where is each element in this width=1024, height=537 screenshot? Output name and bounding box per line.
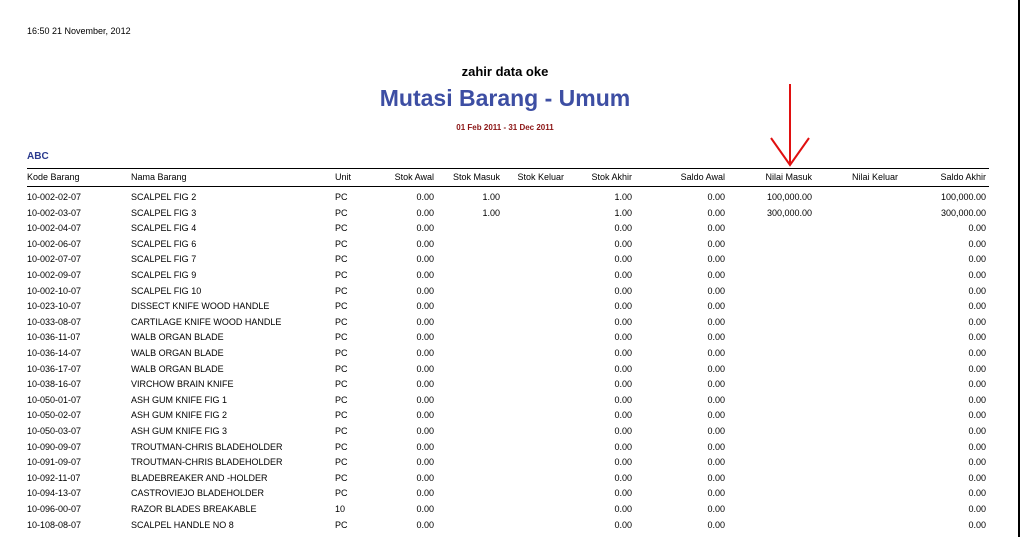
- cell-unit: PC: [335, 441, 348, 452]
- cell-stok-akhir: 0.00: [614, 410, 632, 421]
- cell-saldo-akhir: 0.00: [968, 238, 986, 249]
- cell-unit: PC: [335, 192, 348, 202]
- cell-saldo-akhir: 0.00: [968, 472, 986, 483]
- table-row: [0, 270, 1010, 285]
- table-row: [0, 473, 1010, 488]
- cell-stok-awal: 0.00: [416, 426, 434, 436]
- cell-unit: PC: [335, 519, 348, 530]
- cell-unit: PC: [335, 426, 348, 436]
- cell-saldo-akhir: 0.00: [968, 457, 986, 468]
- table-row: [0, 364, 1010, 379]
- cell-stok-akhir: 0.00: [614, 223, 632, 234]
- table-row: [0, 379, 1010, 394]
- cell-saldo-awal: 0.00: [707, 363, 725, 374]
- cell-stok-akhir: 0.00: [614, 270, 632, 280]
- cell-stok-akhir: 0.00: [614, 379, 632, 390]
- cell-stok-awal: 0.00: [416, 254, 434, 265]
- cell-kode-barang: 10-092-11-07: [27, 472, 81, 483]
- table-row: [0, 301, 1010, 316]
- cell-saldo-awal: 0.00: [707, 285, 725, 296]
- cell-stok-masuk: 1.00: [482, 207, 500, 218]
- report-title: Mutasi Barang - Umum: [379, 85, 631, 111]
- table-row: [0, 317, 1010, 332]
- cell-saldo-akhir: 0.00: [968, 426, 986, 436]
- cell-saldo-awal: 0.00: [707, 207, 725, 218]
- cell-stok-akhir: 0.00: [614, 472, 632, 483]
- cell-nama-barang: DISSECT KNIFE WOOD HANDLE: [131, 301, 270, 312]
- col-header-kode-barang: Kode Barang: [27, 172, 80, 182]
- cell-stok-akhir: 0.00: [614, 254, 632, 265]
- cell-kode-barang: 10-002-09-07: [27, 270, 82, 280]
- cell-stok-awal: 0.00: [416, 270, 434, 280]
- cell-unit: PC: [335, 238, 348, 249]
- cell-unit: PC: [335, 254, 348, 265]
- cell-stok-masuk: 1.00: [482, 192, 500, 202]
- header-top-rule: [27, 168, 989, 169]
- cell-saldo-akhir: 0.00: [968, 223, 986, 234]
- cell-saldo-awal: 0.00: [707, 426, 725, 436]
- col-header-stok-awal: Stok Awal: [394, 172, 434, 182]
- col-header-saldo-awal: Saldo Awal: [680, 172, 725, 182]
- cell-stok-akhir: 0.00: [614, 504, 632, 514]
- cell-saldo-awal: 0.00: [707, 254, 725, 265]
- table-row: [0, 254, 1010, 269]
- page-border: [1018, 0, 1020, 537]
- cell-kode-barang: 10-050-03-07: [27, 426, 82, 436]
- cell-saldo-awal: 0.00: [707, 504, 725, 514]
- cell-kode-barang: 10-108-08-07: [27, 519, 82, 530]
- cell-kode-barang: 10-023-10-07: [27, 301, 82, 312]
- cell-unit: PC: [335, 379, 348, 390]
- company-name: zahir data oke: [461, 64, 549, 79]
- cell-stok-awal: 0.00: [416, 316, 434, 327]
- cell-stok-awal: 0.00: [416, 519, 434, 530]
- cell-kode-barang: 10-002-06-07: [27, 238, 82, 249]
- cell-stok-akhir: 0.00: [614, 394, 632, 405]
- cell-stok-akhir: 0.00: [614, 316, 632, 327]
- cell-saldo-akhir: 0.00: [968, 348, 986, 358]
- cell-stok-akhir: 0.00: [614, 332, 632, 343]
- col-header-unit: Unit: [335, 172, 352, 182]
- cell-stok-awal: 0.00: [416, 332, 434, 343]
- cell-unit: PC: [335, 223, 348, 234]
- cell-saldo-akhir: 0.00: [968, 519, 986, 530]
- col-header-nilai-keluar: Nilai Keluar: [851, 172, 898, 182]
- table-row: [0, 332, 1010, 347]
- cell-stok-awal: 0.00: [416, 363, 434, 374]
- cell-stok-akhir: 1.00: [614, 207, 632, 218]
- cell-nilai-masuk: 300,000.00: [766, 207, 812, 218]
- cell-unit: PC: [335, 301, 348, 312]
- cell-stok-awal: 0.00: [416, 301, 434, 312]
- cell-kode-barang: 10-096-00-07: [27, 504, 82, 514]
- table-row: [0, 426, 1010, 441]
- cell-saldo-awal: 0.00: [707, 332, 725, 343]
- cell-stok-akhir: 0.00: [614, 285, 632, 296]
- cell-saldo-akhir: 0.00: [968, 301, 986, 312]
- cell-stok-akhir: 0.00: [614, 519, 632, 530]
- cell-nama-barang: SCALPEL FIG 4: [131, 223, 197, 234]
- cell-saldo-awal: 0.00: [707, 457, 725, 468]
- cell-unit: PC: [335, 472, 348, 483]
- cell-nama-barang: SCALPEL FIG 9: [131, 270, 197, 280]
- cell-kode-barang: 10-090-09-07: [27, 441, 82, 452]
- cell-nama-barang: CASTROVIEJO BLADEHOLDER: [131, 488, 265, 499]
- cell-saldo-awal: 0.00: [707, 348, 725, 358]
- cell-stok-awal: 0.00: [416, 472, 434, 483]
- cell-stok-akhir: 0.00: [614, 348, 632, 358]
- col-header-stok-masuk: Stok Masuk: [452, 172, 500, 182]
- cell-kode-barang: 10-002-03-07: [27, 207, 82, 218]
- cell-saldo-awal: 0.00: [707, 238, 725, 249]
- cell-saldo-awal: 0.00: [707, 519, 725, 530]
- cell-stok-awal: 0.00: [416, 504, 434, 514]
- table-row: [0, 520, 1010, 535]
- cell-saldo-awal: 0.00: [707, 270, 725, 280]
- cell-nama-barang: WALB ORGAN BLADE: [131, 363, 224, 374]
- table-row: [0, 442, 1010, 457]
- cell-nilai-masuk: 100,000.00: [766, 192, 812, 202]
- cell-stok-awal: 0.00: [416, 488, 434, 499]
- cell-saldo-awal: 0.00: [707, 316, 725, 327]
- cell-saldo-awal: 0.00: [707, 379, 725, 390]
- cell-stok-awal: 0.00: [416, 192, 434, 202]
- col-header-nilai-masuk: Nilai Masuk: [765, 172, 812, 182]
- cell-nama-barang: ASH GUM KNIFE FIG 2: [131, 410, 228, 421]
- cell-saldo-akhir: 100,000.00: [940, 192, 986, 202]
- table-row: [0, 457, 1010, 472]
- cell-stok-akhir: 0.00: [614, 238, 632, 249]
- cell-nama-barang: SCALPEL FIG 3: [131, 207, 197, 218]
- col-header-saldo-akhir: Saldo Akhir: [940, 172, 986, 182]
- cell-nama-barang: SCALPEL HANDLE NO 8: [131, 519, 234, 530]
- cell-stok-akhir: 0.00: [614, 457, 632, 468]
- cell-saldo-akhir: 0.00: [968, 332, 986, 343]
- cell-saldo-akhir: 0.00: [968, 316, 986, 327]
- cell-kode-barang: 10-050-02-07: [27, 410, 82, 421]
- cell-kode-barang: 10-050-01-07: [27, 394, 82, 405]
- col-header-stok-keluar: Stok Keluar: [517, 172, 564, 182]
- cell-unit: PC: [335, 332, 348, 343]
- cell-saldo-akhir: 0.00: [968, 504, 986, 514]
- cell-unit: PC: [335, 488, 348, 499]
- cell-unit: PC: [335, 457, 348, 468]
- cell-unit: PC: [335, 410, 348, 421]
- cell-saldo-awal: 0.00: [707, 192, 725, 202]
- cell-stok-akhir: 0.00: [614, 426, 632, 436]
- cell-stok-awal: 0.00: [416, 441, 434, 452]
- cell-nama-barang: TROUTMAN-CHRIS BLADEHOLDER: [131, 457, 283, 468]
- cell-nama-barang: VIRCHOW BRAIN KNIFE: [131, 379, 234, 390]
- cell-unit: PC: [335, 316, 348, 327]
- cell-saldo-awal: 0.00: [707, 410, 725, 421]
- cell-saldo-awal: 0.00: [707, 301, 725, 312]
- cell-saldo-akhir: 0.00: [968, 285, 986, 296]
- cell-stok-awal: 0.00: [416, 379, 434, 390]
- table-row: [0, 223, 1010, 238]
- cell-nama-barang: RAZOR BLADES BREAKABLE: [131, 504, 257, 514]
- cell-saldo-akhir: 0.00: [968, 254, 986, 265]
- table-row: [0, 348, 1010, 363]
- cell-nama-barang: ASH GUM KNIFE FIG 3: [131, 426, 228, 436]
- table-row: [0, 192, 1010, 207]
- cell-kode-barang: 10-033-08-07: [27, 316, 82, 327]
- cell-saldo-awal: 0.00: [707, 223, 725, 234]
- table-row: [0, 410, 1010, 425]
- report-period: 01 Feb 2011 - 31 Dec 2011: [456, 123, 554, 132]
- cell-kode-barang: 10-094-13-07: [27, 488, 82, 499]
- cell-unit: PC: [335, 285, 348, 296]
- cell-kode-barang: 10-002-02-07: [27, 192, 82, 202]
- cell-saldo-awal: 0.00: [707, 441, 725, 452]
- table-row: [0, 239, 1010, 254]
- red-arrow-down-icon: [770, 84, 810, 168]
- cell-stok-akhir: 0.00: [614, 363, 632, 374]
- cell-saldo-awal: 0.00: [707, 472, 725, 483]
- cell-stok-awal: 0.00: [416, 394, 434, 405]
- table-row: [0, 488, 1010, 503]
- cell-unit: PC: [335, 394, 348, 405]
- cell-nama-barang: WALB ORGAN BLADE: [131, 348, 224, 358]
- table-row: [0, 208, 1010, 223]
- cell-stok-akhir: 0.00: [614, 301, 632, 312]
- cell-unit: PC: [335, 348, 348, 358]
- cell-stok-awal: 0.00: [416, 238, 434, 249]
- cell-nama-barang: BLADEBREAKER AND -HOLDER: [131, 472, 268, 483]
- cell-unit: PC: [335, 270, 348, 280]
- cell-nama-barang: ASH GUM KNIFE FIG 1: [131, 394, 228, 405]
- cell-stok-awal: 0.00: [416, 348, 434, 358]
- cell-saldo-akhir: 0.00: [968, 488, 986, 499]
- cell-nama-barang: SCALPEL FIG 10: [131, 285, 202, 296]
- cell-unit: PC: [335, 207, 348, 218]
- cell-stok-akhir: 0.00: [614, 441, 632, 452]
- cell-unit: PC: [335, 363, 348, 374]
- cell-saldo-awal: 0.00: [707, 488, 725, 499]
- cell-kode-barang: 10-091-09-07: [27, 457, 82, 468]
- col-header-stok-akhir: Stok Akhir: [591, 172, 632, 182]
- cell-saldo-akhir: 300,000.00: [940, 207, 986, 218]
- cell-unit: 10: [335, 504, 346, 514]
- cell-stok-awal: 0.00: [416, 223, 434, 234]
- cell-kode-barang: 10-002-07-07: [27, 254, 82, 265]
- cell-saldo-akhir: 0.00: [968, 441, 986, 452]
- table-row: [0, 395, 1010, 410]
- cell-stok-akhir: 1.00: [614, 192, 632, 202]
- cell-nama-barang: TROUTMAN-CHRIS BLADEHOLDER: [131, 441, 283, 452]
- report-timestamp: 16:50 21 November, 2012: [27, 26, 131, 36]
- cell-saldo-akhir: 0.00: [968, 394, 986, 405]
- col-header-nama-barang: Nama Barang: [131, 172, 187, 182]
- cell-kode-barang: 10-036-17-07: [27, 363, 82, 374]
- cell-stok-awal: 0.00: [416, 410, 434, 421]
- cell-kode-barang: 10-036-11-07: [27, 332, 81, 343]
- cell-kode-barang: 10-038-16-07: [27, 379, 82, 390]
- cell-kode-barang: 10-002-04-07: [27, 223, 82, 234]
- cell-nama-barang: SCALPEL FIG 2: [131, 192, 197, 202]
- cell-saldo-akhir: 0.00: [968, 410, 986, 421]
- cell-saldo-akhir: 0.00: [968, 379, 986, 390]
- cell-saldo-akhir: 0.00: [968, 363, 986, 374]
- cell-nama-barang: SCALPEL FIG 7: [131, 254, 197, 265]
- cell-nama-barang: CARTILAGE KNIFE WOOD HANDLE: [131, 316, 282, 327]
- cell-stok-akhir: 0.00: [614, 488, 632, 499]
- cell-stok-awal: 0.00: [416, 457, 434, 468]
- cell-nama-barang: SCALPEL FIG 6: [131, 238, 197, 249]
- cell-nama-barang: WALB ORGAN BLADE: [131, 332, 224, 343]
- table-row: [0, 504, 1010, 519]
- table-row: [0, 286, 1010, 301]
- cell-kode-barang: 10-036-14-07: [27, 348, 82, 358]
- cell-stok-awal: 0.00: [416, 285, 434, 296]
- group-label: ABC: [27, 151, 49, 162]
- cell-kode-barang: 10-002-10-07: [27, 285, 82, 296]
- header-bottom-rule: [27, 186, 989, 187]
- cell-stok-awal: 0.00: [416, 207, 434, 218]
- cell-saldo-awal: 0.00: [707, 394, 725, 405]
- cell-saldo-akhir: 0.00: [968, 270, 986, 280]
